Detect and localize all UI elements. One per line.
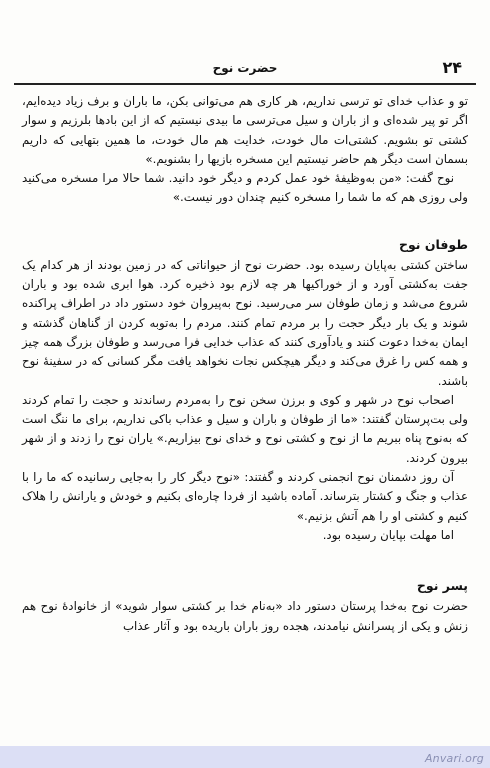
section-heading-flood: طوفان نوح	[398, 236, 468, 252]
footer-bar	[0, 746, 490, 768]
running-title: حضرت نوح	[212, 61, 278, 75]
paragraph: تو و عذاب خدای تو ترسی نداریم، هر کاری هم می‌توانی بکن، ما باران و برف زیاد دیده‌ایم، اگر تو پیر شده‌ای و از باران و سیل می‌ترسی ما بیدی نیستیم که از این بادها بلرزیم و سوار کشتی تو بشویم. کشتی‌ات مال خودت، خدایت هم مال خودت، ما همین بتهایی که داریم بسمان است دیگر هم حاضر نیستیم این مسخره بازیها را بشنویم.»	[22, 94, 468, 166]
paragraph: حضرت نوح به‌خدا پرستان دستور داد «به‌نام خدا بر کشتی سوار شوید» از خانوادهٔ نوح هم زنش و یکی از پسرانش نیامدند، هجده روز باران باریده بود و آثار عذاب	[22, 599, 468, 633]
page-number: ۲۴	[442, 58, 462, 77]
section-gap	[22, 208, 468, 234]
paragraph: آن روز دشمنان نوح انجمنی کردند و گفتند: «نوح دیگر کار را به‌جایی رسانیده که ما را با عذاب و جنگ و کشتار بترساند. آماده باشید از فردا چاره‌ای بکنیم و خودش و یارانش را هلاک کنیم و کشتی او را هم آتش بزنیم.»	[22, 470, 468, 523]
page-header	[14, 58, 476, 82]
header-rule	[14, 83, 476, 85]
section-gap	[22, 545, 468, 575]
section-heading-son: پسر نوح	[416, 578, 468, 594]
paragraph: اصحاب نوح در شهر و کوی و برزن سخن نوح را به‌مردم رساندند و حجت را تمام کردند ولی بت‌پرستان گفتند: «ما از طوفان و باران و سیل و عذاب باکی نداریم، برای ما ننگ است که به‌نوح پناه ببریم ما از نوح و کشتی نوح و خدای نوح بیزاریم.» یاران نوح را زدند و از شهر بیرون کردند.	[22, 392, 468, 465]
paragraph: نوح گفت: «من به‌وظیفهٔ خود عمل کردم و دیگر خود دانید. شما حالا مرا مسخره می‌کنید ولی روزی هم که ما شما را مسخره کنیم چندان دور نیست.»	[22, 171, 468, 205]
paragraph: ساختن کشتی به‌پایان رسیده بود. حضرت نوح از حیواناتی که در زمین بودند از هر کدام یک جفت به‌کشتی آورد و از خوراکیها هر چه لازم بود ذخیره کرد. هوا ابری شده بود و باران شروع می‌شد و زمان طوفان سر می‌رسید. نوح به‌پیروان خود دستور داد در اطراف پراکنده شوند و یک بار دیگر حجت را بر مردم تمام کنند. مردم را به‌توبه کردن از گناهان گذشته و ایمان به‌خدا دعوت کنند و یادآوری کنند که عذاب خدایی فرا می‌رسد و طوفان بزرگ همه چیز و همه کس را غرق می‌کند و دیگر هیچکس نجات نخواهد یافت مگر کسانی که در سفینهٔ نوح باشند.	[22, 257, 468, 388]
site-watermark: Anvari.org	[424, 752, 484, 765]
paragraph: اما مهلت بپایان رسیده بود.	[322, 527, 454, 542]
page-body	[22, 92, 468, 730]
